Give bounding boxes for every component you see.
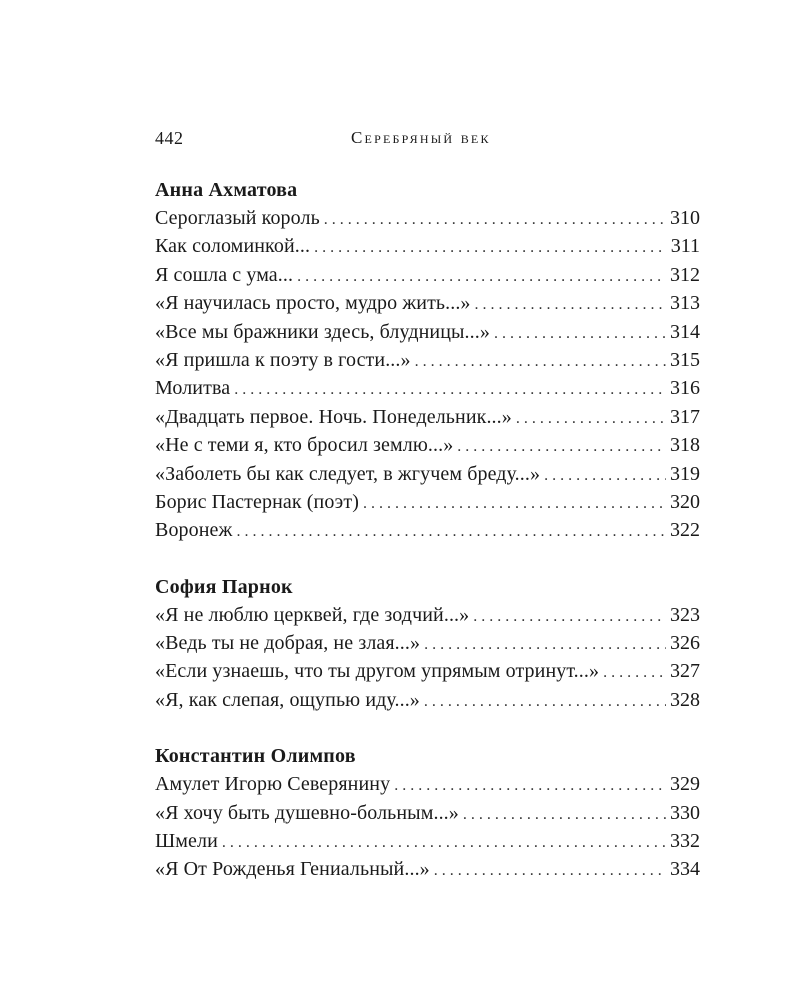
dot-leader — [516, 405, 666, 433]
toc-section-parnok — [155, 573, 700, 715]
toc-entry[interactable] — [155, 374, 700, 402]
dot-leader — [234, 376, 666, 404]
entry-page: 326 — [670, 632, 700, 655]
dot-leader — [222, 829, 666, 857]
toc-entry[interactable] — [155, 657, 700, 685]
entry-page: 319 — [670, 462, 700, 485]
entry-page: 312 — [670, 263, 700, 286]
entry-title: Молитва — [155, 377, 231, 400]
entry-page: 310 — [670, 207, 700, 229]
dot-leader — [494, 320, 666, 348]
entry-title: «Ведь ты не добрая, не злая...» — [155, 632, 421, 655]
toc-entry[interactable] — [155, 289, 700, 317]
toc-entry[interactable] — [155, 770, 700, 798]
dot-leader — [544, 462, 666, 490]
author-heading: Анна Ахматова — [155, 179, 298, 201]
entry-page: 329 — [670, 773, 700, 796]
entry-page: 316 — [670, 377, 700, 400]
toc-entry[interactable] — [155, 403, 700, 431]
entry-title: Борис Пастернак (поэт) — [155, 490, 359, 513]
dot-leader — [236, 518, 666, 546]
entry-page: 315 — [670, 348, 700, 371]
entry-title: Воронеж — [155, 519, 233, 542]
author-heading: Константин Олимпов — [155, 745, 356, 768]
toc-entry[interactable] — [155, 601, 700, 629]
entry-page: 323 — [670, 603, 700, 626]
toc-entry[interactable] — [155, 346, 700, 374]
dot-leader — [473, 603, 666, 631]
toc-entry[interactable] — [155, 232, 700, 260]
toc-entry[interactable] — [155, 204, 700, 232]
dot-leader — [434, 857, 666, 885]
dot-leader — [463, 801, 666, 829]
toc-entry[interactable] — [155, 799, 700, 827]
entry-title: «Если узнаешь, что ты другом упрямым отринут...» — [155, 660, 600, 683]
toc-section-olimpov — [155, 742, 700, 884]
entry-page: 332 — [670, 830, 700, 853]
dot-leader — [475, 291, 666, 319]
dot-leader — [363, 490, 666, 518]
table-of-contents — [155, 176, 700, 884]
toc-entry[interactable] — [155, 460, 700, 488]
entry-title: «Я не люблю церквей, где зодчий...» — [155, 603, 470, 626]
entry-page: 314 — [670, 320, 700, 343]
entry-page: 322 — [670, 519, 700, 542]
toc-entry[interactable] — [155, 431, 700, 459]
entry-title: Как соломинкой... — [155, 235, 311, 258]
page-number: 442 — [155, 128, 184, 148]
entry-title: «Я научилась просто, мудро жить...» — [155, 292, 471, 315]
entry-page: 313 — [670, 292, 700, 315]
dot-leader — [424, 688, 666, 716]
entry-title: Я сошла с ума... — [155, 263, 294, 286]
entry-page: 320 — [670, 490, 700, 513]
toc-section-akhmatova — [155, 176, 700, 545]
dot-leader — [324, 206, 666, 234]
entry-page: 327 — [670, 660, 700, 683]
entry-title: Сероглазый король — [155, 207, 320, 229]
dot-leader — [297, 263, 666, 291]
entry-title: «Заболеть бы как следует, в жгучем бреду...» — [155, 462, 541, 485]
dot-leader — [457, 433, 666, 461]
entry-title: Амулет Игорю Северянину — [155, 773, 391, 796]
entry-title: «Я, как слепая, ощупью иду...» — [155, 688, 420, 711]
toc-entry[interactable] — [155, 488, 700, 516]
toc-entry[interactable] — [155, 686, 700, 714]
dot-leader — [314, 234, 667, 262]
entry-title: «Я пришла к поэту в гости...» — [155, 348, 411, 371]
entry-title: «Не с теми я, кто бросил землю...» — [155, 434, 454, 457]
entry-page: 334 — [670, 858, 700, 881]
toc-entry[interactable] — [155, 827, 700, 855]
entry-page: 328 — [670, 688, 700, 711]
dot-leader — [424, 631, 666, 659]
toc-entry[interactable] — [155, 516, 700, 544]
entry-title: Шмели — [155, 830, 218, 853]
entry-title: «Я От Рожденья Гениальный...» — [155, 858, 430, 881]
author-heading: София Парнок — [155, 575, 293, 598]
running-title: Серебряный век — [351, 128, 491, 147]
toc-entry[interactable] — [155, 855, 700, 883]
entry-page: 330 — [670, 801, 700, 824]
entry-title: «Все мы бражники здесь, блудницы...» — [155, 320, 490, 343]
entry-page: 317 — [670, 405, 700, 428]
entry-title: «Двадцать первое. Ночь. Понедельник...» — [155, 405, 512, 428]
running-head — [155, 128, 700, 154]
toc-entry[interactable] — [155, 629, 700, 657]
entry-page: 318 — [670, 434, 700, 457]
dot-leader — [394, 772, 666, 800]
toc-entry[interactable] — [155, 261, 700, 289]
entry-title: «Я хочу быть душевно-больным...» — [155, 801, 459, 824]
entry-page: 311 — [670, 235, 700, 258]
dot-leader — [415, 348, 666, 376]
toc-entry[interactable] — [155, 318, 700, 346]
dot-leader — [603, 659, 666, 687]
